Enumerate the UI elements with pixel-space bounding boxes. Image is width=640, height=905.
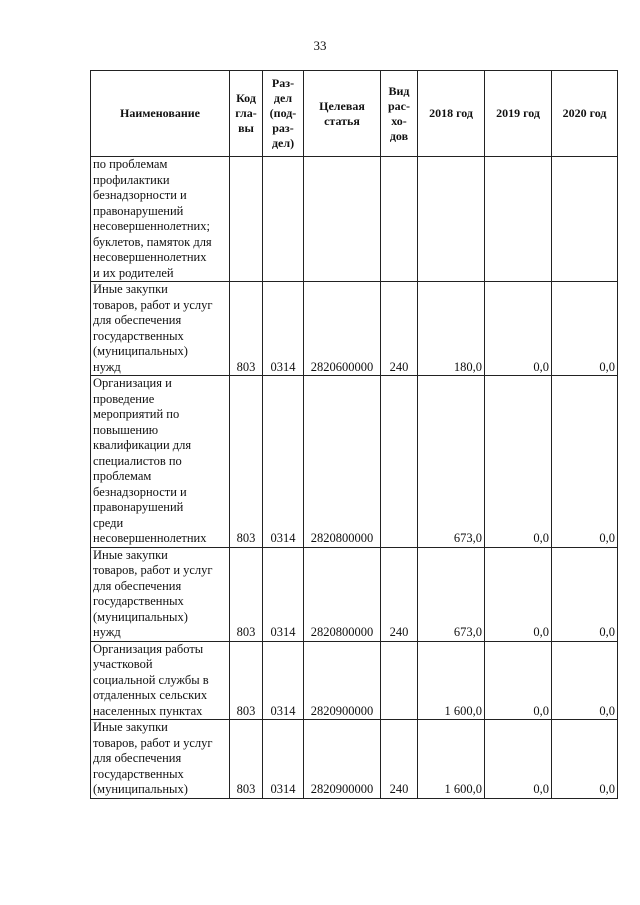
cell-2018: 673,0 — [418, 376, 485, 548]
cell-name-line: населенных пунктах — [93, 703, 203, 718]
header-section-line: дел — [273, 91, 293, 105]
cell-name — [91, 282, 230, 376]
cell-name-line: для обеспечения — [93, 313, 182, 327]
cell-2019: 0,0 — [485, 641, 552, 720]
cell-name-line: участковой — [93, 657, 153, 671]
cell-2020: 0,0 — [552, 282, 618, 376]
cell-name-line: нужд — [93, 359, 121, 374]
cell-name — [91, 720, 230, 799]
cell-section: 0314 — [263, 720, 304, 799]
cell-name-line: правонарушений — [93, 500, 184, 514]
cell-name-line: проблемам — [93, 469, 152, 483]
cell-expense-type — [381, 376, 418, 548]
cell-target-article: 2820800000 — [304, 547, 381, 641]
cell-name-line: Организация работы — [93, 641, 204, 656]
cell-name-line: буклетов, памяток для — [93, 234, 212, 249]
header-section-line: дел) — [271, 136, 295, 150]
cell-expense-type — [381, 641, 418, 720]
cell-section: 0314 — [263, 376, 304, 548]
cell-target-article: 2820600000 — [304, 282, 381, 376]
cell-name-line: государственных — [93, 594, 184, 608]
cell-name-line: для обеспечения — [93, 751, 182, 765]
header-section-line: раз- — [272, 121, 294, 135]
cell-target-article: 2820900000 — [304, 720, 381, 799]
cell-name-line: проведение — [93, 391, 155, 406]
cell-name-line: по проблемам — [93, 157, 168, 171]
cell-2019: 0,0 — [485, 547, 552, 641]
cell-2018: 1 600,0 — [418, 641, 485, 720]
cell-name-line: несовершеннолетних — [93, 250, 207, 264]
header-expense-line: рас- — [388, 98, 410, 113]
cell-name-line: товаров, работ и услуг — [93, 563, 213, 577]
cell-name-line: мероприятий по — [93, 407, 180, 421]
cell-2020: 0,0 — [552, 720, 618, 799]
cell-target-article — [304, 157, 381, 282]
table-body — [91, 157, 618, 799]
cell-name-line: Иные закупки — [93, 547, 168, 562]
cell-2018: 180,0 — [418, 282, 485, 376]
header-name: Наименование — [91, 71, 230, 157]
cell-chapter-code: 803 — [230, 282, 263, 376]
header-expense-line: хо- — [391, 113, 407, 128]
cell-chapter-code: 803 — [230, 547, 263, 641]
cell-name-line: правонарушений — [93, 203, 184, 218]
header-section-line: Раз- — [271, 76, 295, 90]
cell-name-line: несовершеннолетних — [93, 531, 207, 545]
cell-name-line: среди — [93, 515, 124, 530]
cell-chapter-code: 803 — [230, 641, 263, 720]
cell-expense-type: 240 — [381, 720, 418, 799]
cell-2019: 0,0 — [485, 720, 552, 799]
cell-chapter-code — [230, 157, 263, 282]
cell-name-line: нужд — [93, 625, 121, 639]
cell-name-line: (муниципальных) — [93, 609, 188, 624]
cell-section: 0314 — [263, 282, 304, 376]
cell-name-line: отдаленных сельских — [93, 688, 208, 702]
cell-2018: 673,0 — [418, 547, 485, 641]
header-expense-line: дов — [389, 128, 409, 143]
cell-section: 0314 — [263, 547, 304, 641]
cell-expense-type: 240 — [381, 547, 418, 641]
header-expense-type — [381, 71, 418, 157]
header-year-2020: 2020 год — [552, 71, 618, 157]
cell-name-line: (муниципальных) — [93, 344, 188, 358]
table-row — [91, 376, 618, 548]
table-row — [91, 641, 618, 720]
cell-target-article: 2820900000 — [304, 641, 381, 720]
cell-2020: 0,0 — [552, 376, 618, 548]
cell-name — [91, 157, 230, 282]
header-year-2018: 2018 год — [418, 71, 485, 157]
cell-expense-type — [381, 157, 418, 282]
cell-name-line: несовершеннолетних; — [93, 219, 210, 233]
cell-chapter-code: 803 — [230, 376, 263, 548]
page-number: 33 — [313, 38, 327, 53]
cell-name-line: Организация и — [93, 376, 172, 390]
cell-2018: 1 600,0 — [418, 720, 485, 799]
cell-name — [91, 376, 230, 548]
cell-name-line: специалистов по — [93, 453, 182, 468]
header-year-2019: 2019 год — [485, 71, 552, 157]
header-target-line: статья — [324, 113, 360, 128]
header-chapter-code — [230, 71, 263, 157]
table-row — [91, 157, 618, 282]
cell-name-line: квалификации для — [93, 438, 192, 452]
cell-name — [91, 641, 230, 720]
cell-name-line: товаров, работ и услуг — [93, 297, 213, 312]
cell-name-line: Иные закупки — [93, 720, 168, 734]
cell-name-line: социальной службы в — [93, 672, 209, 687]
header-chapter-line: гла- — [235, 106, 257, 120]
header-chapter-line: Код — [236, 91, 256, 105]
header-section — [263, 71, 304, 157]
header-target-line: Целевая — [319, 98, 365, 113]
cell-name-line: безнадзорности и — [93, 188, 187, 202]
cell-2020 — [552, 157, 618, 282]
cell-2020: 0,0 — [552, 641, 618, 720]
cell-name-line: безнадзорности и — [93, 484, 187, 499]
cell-name-line: государственных — [93, 766, 184, 781]
cell-section — [263, 157, 304, 282]
budget-table — [90, 70, 618, 799]
header-row — [91, 71, 618, 157]
cell-name-line: и их родителей — [93, 265, 174, 280]
header-section-line: (под- — [269, 106, 297, 120]
table-row — [91, 547, 618, 641]
cell-2019: 0,0 — [485, 282, 552, 376]
header-expense-line: Вид — [388, 83, 410, 98]
cell-expense-type: 240 — [381, 282, 418, 376]
header-target-article — [304, 71, 381, 157]
cell-name-line: товаров, работ и услуг — [93, 735, 213, 750]
table-row — [91, 720, 618, 799]
cell-chapter-code: 803 — [230, 720, 263, 799]
cell-2019: 0,0 — [485, 376, 552, 548]
cell-name-line: государственных — [93, 328, 184, 343]
cell-name-line: профилактики — [93, 172, 170, 187]
table-row — [91, 282, 618, 376]
header-chapter-line: вы — [238, 121, 254, 135]
cell-name-line: для обеспечения — [93, 578, 182, 593]
cell-name-line: повышению — [93, 422, 159, 437]
cell-name-line: Иные закупки — [93, 282, 168, 296]
cell-section: 0314 — [263, 641, 304, 720]
cell-2019 — [485, 157, 552, 282]
cell-2020: 0,0 — [552, 547, 618, 641]
cell-name-line: (муниципальных) — [93, 782, 188, 796]
cell-2018 — [418, 157, 485, 282]
cell-name — [91, 547, 230, 641]
cell-target-article: 2820800000 — [304, 376, 381, 548]
